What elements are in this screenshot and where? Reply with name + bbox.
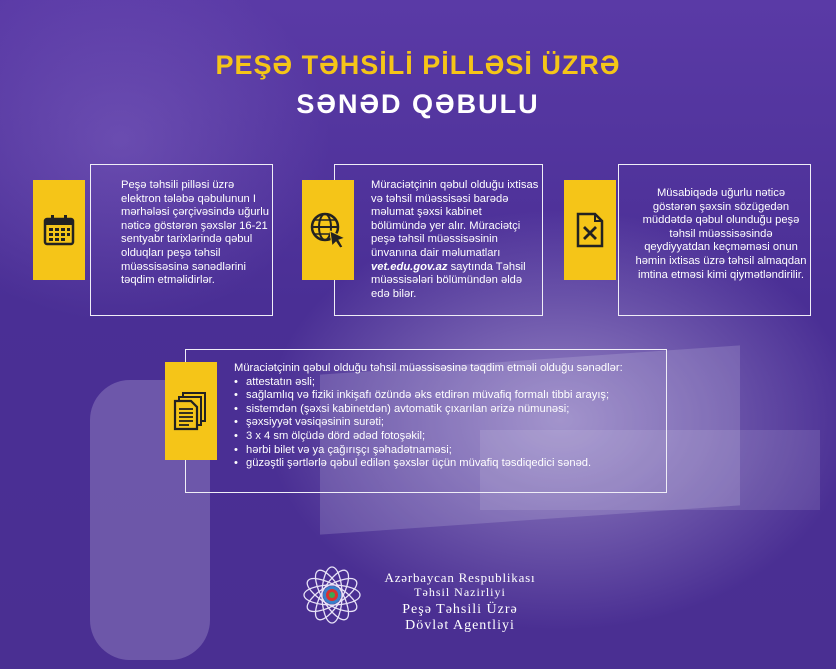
documents-list xyxy=(234,376,664,471)
list-item: • hərbi bilet və ya çağırışçı şəhadətnaməsi; xyxy=(234,444,664,458)
site-link[interactable]: vet.edu.gov.az xyxy=(371,260,448,273)
card-text-part: saytında Təhsil müəssisələri bölümündən əldə edə bilər. xyxy=(371,260,526,300)
card-text: Müsabiqədə uğurlu nəticə göstərən şəxsin sözügedən müddətdə qəbul olunduğu peşə təhsil müəssisəsində qeydiyyatdan keçməməsi onun həmin ixtisas üzrə təhsil almaqdan imtina etməsi kimi qiymətləndirilir. xyxy=(635,187,807,281)
title-line-1: PEŞƏ TƏHSİLİ PİLLƏSİ ÜZRƏ xyxy=(215,50,621,80)
list-item: • 3 x 4 sm ölçüdə dörd ədəd fotoşəkil; xyxy=(234,430,664,444)
documents-intro: Müraciətçinin qəbul olduğu təhsil müəssisəsinə təqdim etməli olduğu sənədlər: xyxy=(234,362,623,374)
card-text: Peşə təhsili pilləsi üzrə elektron tələbə qəbulunun I mərhələsi çərçivəsində uğurlu nəticə göstərən şəxslər 16-21 sentyabr tarixlərində qəbul olduqları peşə təhsil müəssisəsinə sənədlərini təqdim etməlidirlər. xyxy=(121,179,269,287)
card-text xyxy=(371,179,539,301)
list-item: • şəxsiyyət vəsiqəsinin surəti; xyxy=(234,416,664,430)
info-card-personal-cabinet xyxy=(334,164,543,316)
org-line-2: Təhsil Nazirliyi xyxy=(414,585,506,599)
calendar-icon xyxy=(33,180,85,280)
list-item: • güzəştli şərtlərlə qəbul edilən şəxslər üçün müvafiq təsdiqedici sənəd. xyxy=(234,457,664,471)
emblem-logo xyxy=(300,563,364,627)
card-text-part: Müraciətçinin qəbul olduğu ixtisas və təhsil müəssisəsi barədə məlumat şəxsi kabinet bölümündə yer alır. Müraciətçi peşə təhsil müəssisəsinin ünvanına dair məlumatları xyxy=(371,179,539,259)
documents-content xyxy=(234,362,664,471)
org-line-1: Azərbaycan Respublikası xyxy=(384,570,536,585)
title-line-2: SƏNƏD QƏBULU xyxy=(296,89,540,119)
list-item: • attestatın əsli; xyxy=(234,376,664,390)
documents-icon xyxy=(165,362,217,460)
info-card-registration-dates xyxy=(90,164,273,316)
documents-list-card xyxy=(185,349,667,493)
web-click-icon xyxy=(302,180,354,280)
document-x-icon xyxy=(564,180,616,280)
list-item: • sağlamlıq və fiziki inkişafı özündə əks etdirən müvafiq formalı tibbi arayış; xyxy=(234,389,664,403)
org-line-4: Dövlət Agentliyi xyxy=(405,618,515,633)
list-item: • sistemdən (şəxsi kabinetdən) avtomatik çıxarılan ərizə nümunəsi; xyxy=(234,403,664,417)
org-line-3: Peşə Təhsili Üzrə xyxy=(402,602,518,617)
info-card-refusal xyxy=(618,164,811,316)
